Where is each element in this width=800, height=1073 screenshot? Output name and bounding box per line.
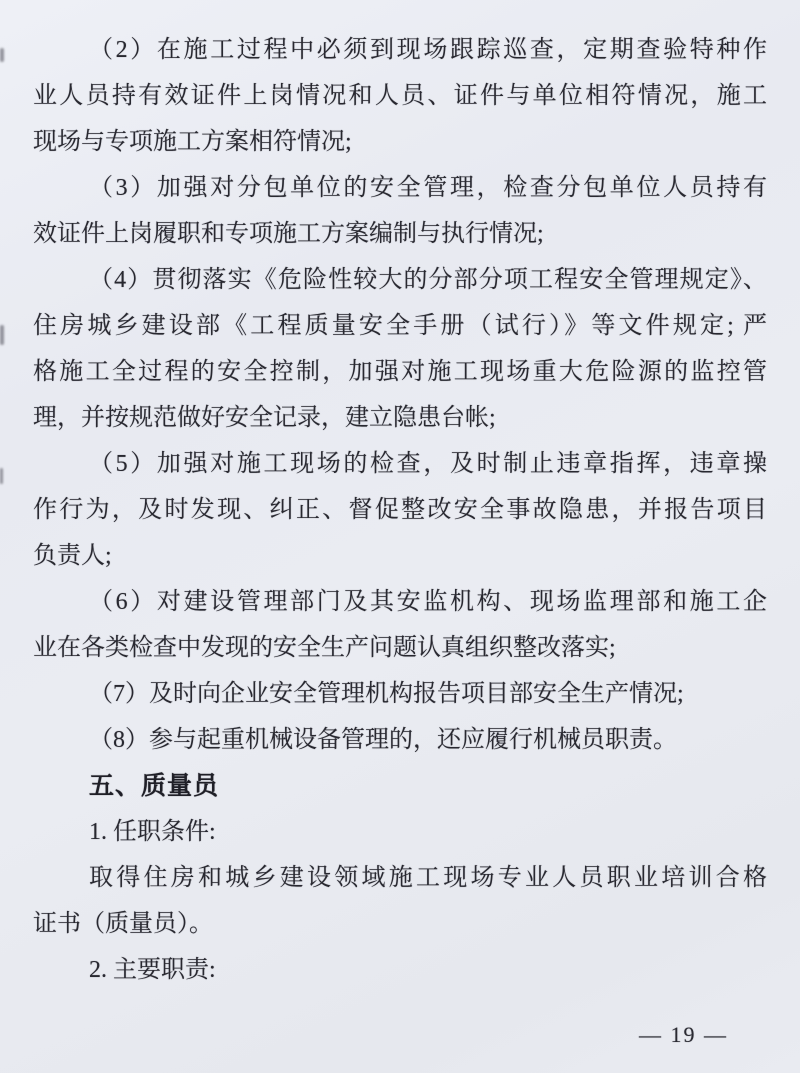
scan-artifact bbox=[0, 468, 3, 484]
document-text-line: （8）参与起重机械设备管理的，还应履行机械员职责。 bbox=[89, 727, 677, 753]
section-heading: 五、质量员 bbox=[89, 772, 220, 800]
document-text-line: （7）及时向企业安全管理机构报告项目部安全生产情况; bbox=[89, 681, 684, 707]
document-text-line: 理，并按规范做好安全记录，建立隐患台帐; bbox=[33, 405, 496, 431]
document-text-line: 作行为，及时发现、纠正、督促整改安全事故隐患，并报告项目 bbox=[33, 497, 767, 523]
scan-artifact bbox=[0, 48, 4, 62]
document-text-line: 格施工全过程的安全控制，加强对施工现场重大危险源的监控管 bbox=[33, 359, 767, 385]
document-text-line: （6）对建设管理部门及其安监机构、现场监理部和施工企 bbox=[89, 589, 767, 615]
numbered-item-label: 1. 任职条件: bbox=[89, 819, 216, 845]
page-number: — 19 — bbox=[639, 1022, 728, 1047]
document-text-line: 住房城乡建设部《工程质量安全手册（试行）》等文件规定; 严 bbox=[33, 313, 767, 339]
document-text-line: 取得住房和城乡建设领域施工现场专业人员职业培训合格 bbox=[89, 865, 767, 891]
scan-artifact bbox=[0, 325, 4, 345]
document-text-line: 现场与专项施工方案相符情况; bbox=[33, 129, 352, 155]
document-text-line: （2）在施工过程中必须到现场跟踪巡查，定期查验特种作 bbox=[89, 37, 767, 63]
numbered-item-label: 2. 主要职责: bbox=[89, 957, 216, 983]
document-text-line: 业在各类检查中发现的安全生产问题认真组织整改落实; bbox=[33, 635, 616, 661]
document-text-line: （4）贯彻落实《危险性较大的分部分项工程安全管理规定》、 bbox=[89, 267, 767, 293]
document-text-line: 效证件上岗履职和专项施工方案编制与执行情况; bbox=[33, 221, 544, 247]
document-text-line: 证书（质量员）。 bbox=[33, 911, 213, 937]
document-text-line: 业人员持有效证件上岗情况和人员、证件与单位相符情况，施工 bbox=[33, 83, 767, 109]
document-text-line: （3）加强对分包单位的安全管理，检查分包单位人员持有 bbox=[89, 175, 767, 201]
document-text-line: （5）加强对施工现场的检查，及时制止违章指挥，违章操 bbox=[89, 451, 767, 477]
document-text-line: 负责人; bbox=[33, 543, 112, 569]
